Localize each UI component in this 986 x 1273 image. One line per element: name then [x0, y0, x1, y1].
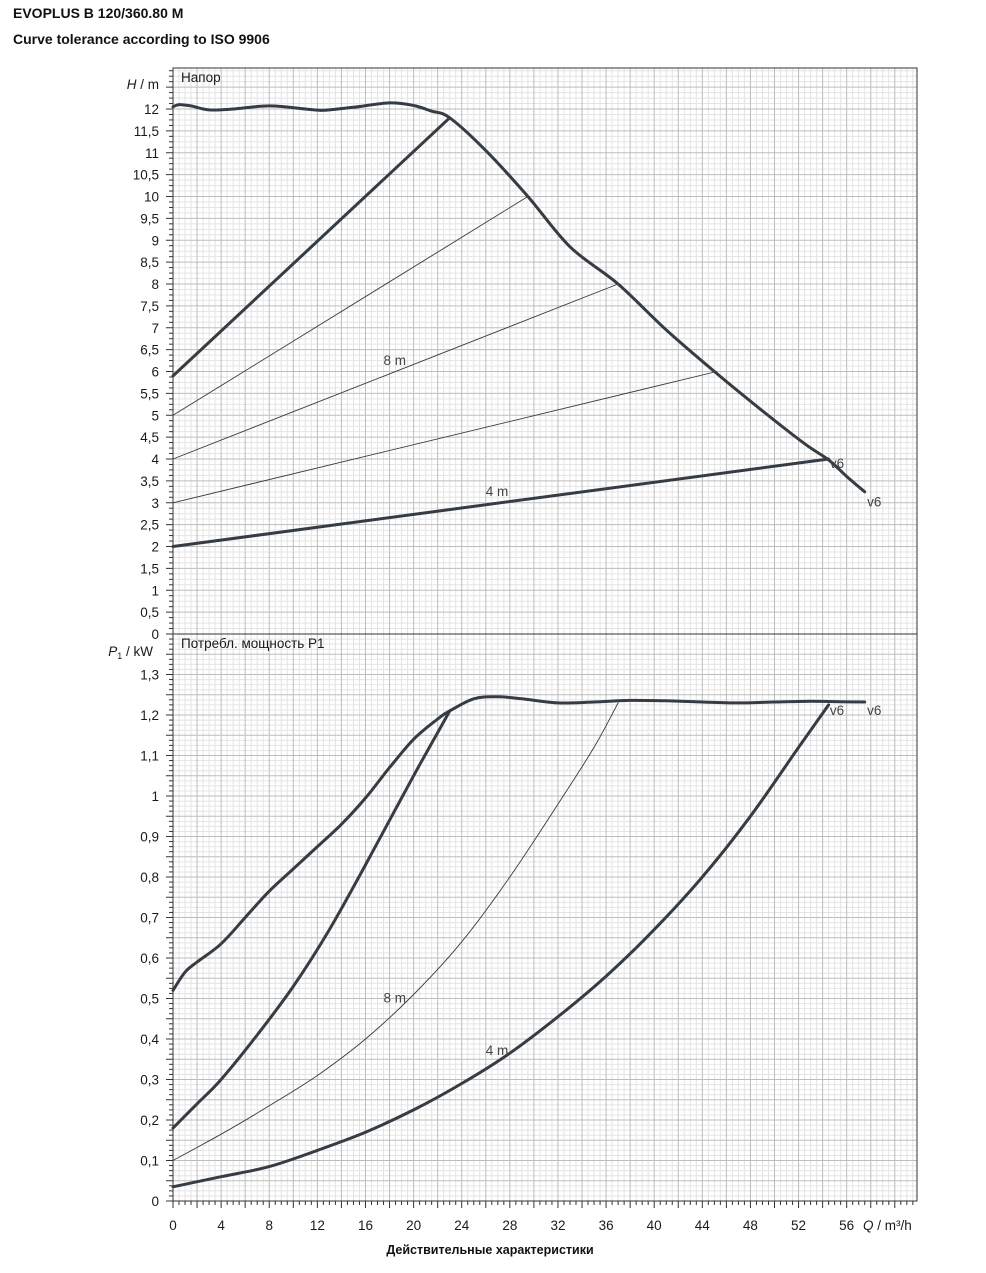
- curve-annotation: v6: [867, 703, 882, 718]
- y-tick-label: 0,8: [140, 870, 159, 885]
- plot-frames: [173, 68, 917, 1201]
- y-tick-label: 0: [151, 627, 159, 642]
- x-tick-label: 12: [309, 1218, 325, 1233]
- x-tick-label: 48: [742, 1218, 758, 1233]
- chart-footer-caption: Действительные характеристики: [386, 1243, 594, 1257]
- y-tick-label: 11,5: [133, 123, 159, 139]
- y-tick-label: 4: [151, 452, 159, 467]
- curve-annotation: v6: [829, 703, 845, 718]
- y-tick-label: 5: [151, 408, 159, 424]
- y-tick-label: 3: [151, 495, 159, 511]
- y-tick-label: 3,5: [140, 473, 159, 489]
- y-tick-label: 2,5: [140, 517, 159, 533]
- y-tick-label: 10: [143, 189, 159, 205]
- chart-tolerance-subtitle: Curve tolerance according to ISO 9906: [13, 31, 270, 47]
- y-tick-label: 0: [151, 1194, 159, 1209]
- y-tick-label: 1: [151, 583, 159, 599]
- x-tick-label: 16: [357, 1218, 373, 1233]
- x-tick-label: 44: [694, 1218, 710, 1233]
- y-axis-label: H / m: [126, 77, 159, 92]
- x-tick-label: 52: [791, 1218, 807, 1233]
- y-tick-label: 1,2: [140, 708, 159, 723]
- curve-annotation: v6: [867, 494, 882, 510]
- x-tick-label: 4: [217, 1218, 225, 1233]
- y-tick-label: 8,5: [140, 255, 159, 271]
- x-axis-label: Q / m³/h: [863, 1218, 912, 1233]
- y-tick-label: 8: [151, 277, 159, 292]
- y-tick-label: 7: [151, 320, 159, 336]
- y-tick-label: 12: [143, 102, 159, 117]
- y-tick-label: 5,5: [140, 386, 159, 402]
- y-tick-label: 2: [151, 539, 159, 555]
- y-tick-label: 9: [151, 233, 159, 249]
- y-tick-label: 11: [144, 145, 159, 161]
- y-tick-label: 0,9: [140, 829, 159, 845]
- y-tick-label: 1: [151, 789, 159, 804]
- y-tick-label: 0,3: [140, 1072, 159, 1088]
- series-line-1-1: [173, 103, 865, 492]
- y-tick-label: 1,1: [140, 748, 159, 764]
- y-tick-label: 6,5: [140, 342, 159, 358]
- y-tick-label: 10,5: [132, 167, 159, 183]
- x-tick-label: 0: [169, 1218, 177, 1233]
- x-tick-label: 20: [406, 1218, 422, 1233]
- y-tick-label: 0,4: [140, 1032, 159, 1047]
- x-tick-label: 56: [839, 1218, 855, 1233]
- panel-title: Потребл. мощность P1: [181, 636, 325, 651]
- x-tick-label: 28: [502, 1218, 518, 1233]
- x-tick-label: 40: [646, 1218, 662, 1233]
- y-tick-label: 0,5: [140, 991, 159, 1007]
- y-tick-label: 6: [151, 364, 159, 380]
- y-tick-label: 4,5: [140, 430, 159, 446]
- y-tick-label: 0,1: [140, 1153, 159, 1169]
- y-tick-label: 9,5: [140, 211, 159, 227]
- curve-annotation: 8 m: [383, 990, 407, 1006]
- y-tick-label: 1,3: [140, 667, 159, 683]
- curve-annotation: 4 m: [485, 484, 509, 500]
- x-tick-label: 36: [598, 1218, 614, 1233]
- x-tick-label: 24: [454, 1218, 470, 1233]
- y-axis-label: $P_1$ / kW: [108, 644, 153, 661]
- series-line-2-1: [173, 697, 865, 991]
- curve-annotation: v6: [829, 455, 845, 471]
- y-tick-label: 0,2: [140, 1113, 159, 1128]
- x-tick-label: 8: [265, 1218, 273, 1233]
- y-tick-label: 7,5: [140, 298, 159, 314]
- y-tick-label: 0,6: [140, 951, 159, 966]
- curve-annotation: 8 m: [383, 352, 407, 368]
- chart-model-title: EVOPLUS B 120/360.80 M: [13, 5, 184, 21]
- y-tick-label: 0,7: [140, 910, 159, 926]
- curve-annotation: 4 m: [485, 1043, 509, 1059]
- y-tick-label: 1,5: [140, 561, 159, 577]
- axis-ticks: [133, 71, 913, 1233]
- y-tick-label: 0,5: [140, 605, 159, 621]
- x-tick-label: 32: [550, 1218, 566, 1233]
- panel-title: Напор: [181, 70, 221, 85]
